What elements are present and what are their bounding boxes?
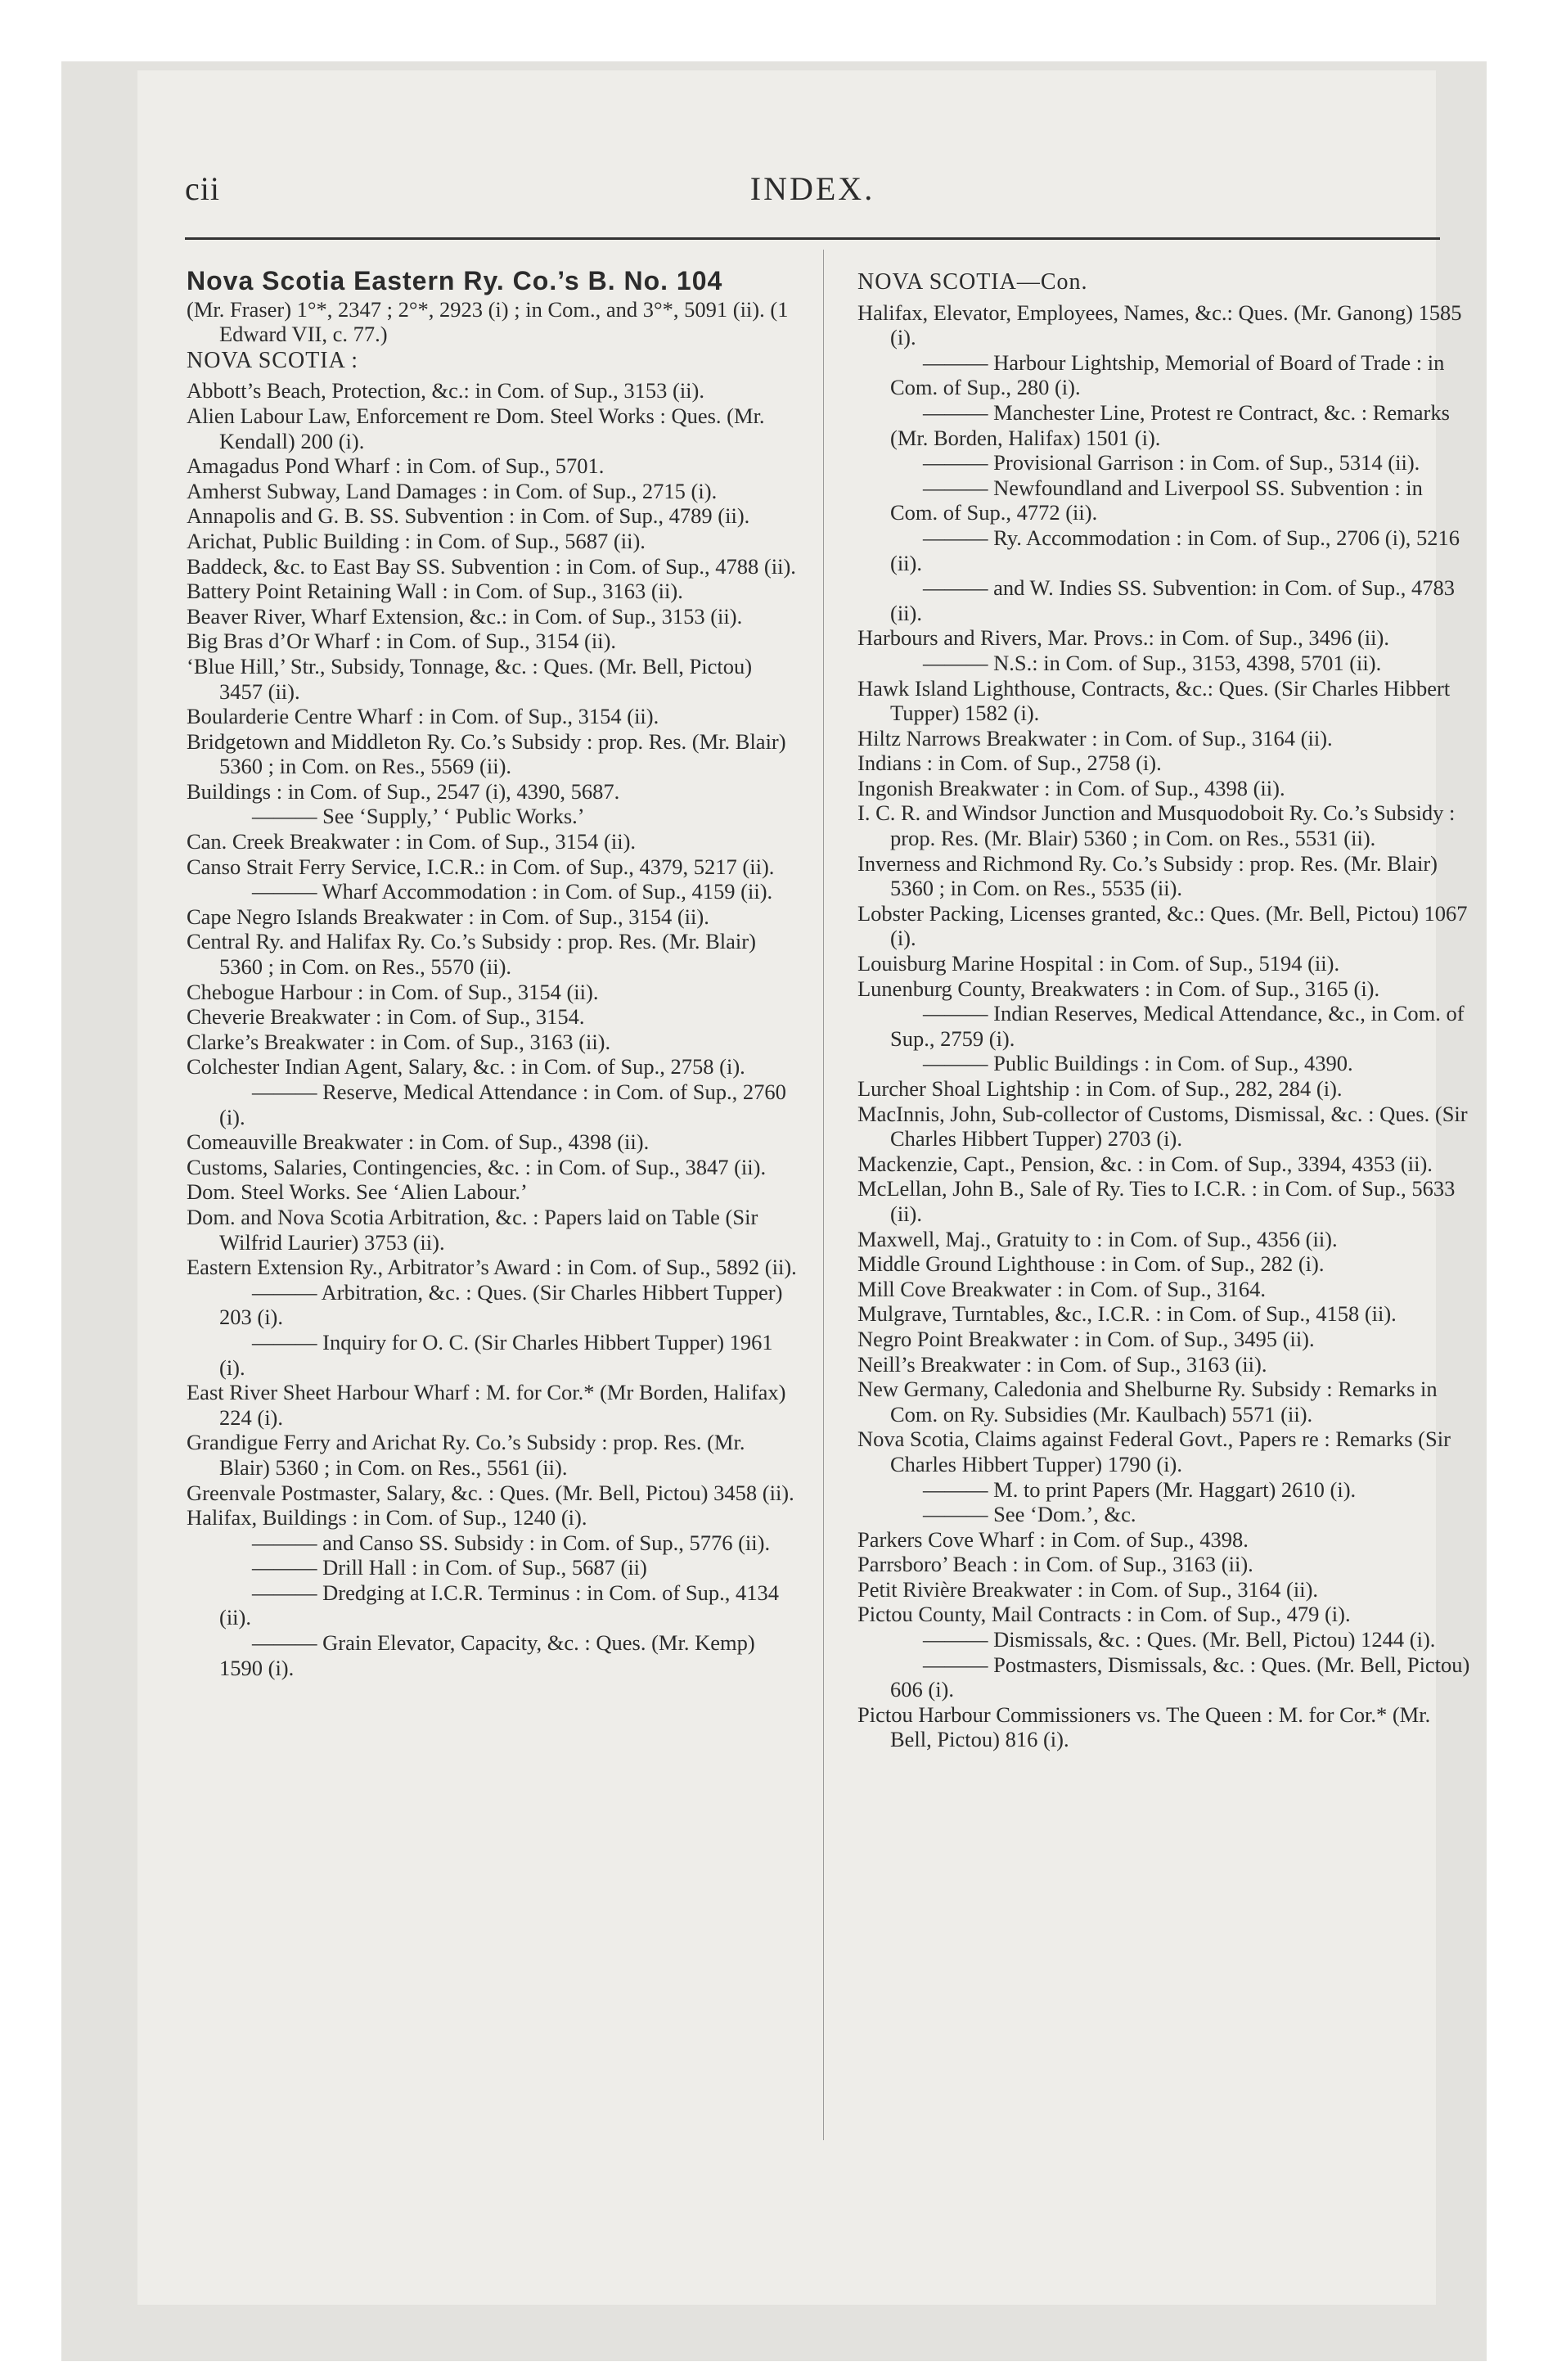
index-entry: Amherst Subway, Land Damages : in Com. of Sup., 2715 (i). (187, 478, 718, 503)
index-entry: Harbours and Rivers, Mar. Provs.: in Com. of Sup., 3496 (ii). (857, 625, 1389, 651)
index-entry: Alien Labour Law, Enforcement re Dom. Steel Works : Ques. (Mr. Kendall) 200 (i). (187, 403, 765, 453)
index-entry: Abbott’s Beach, Protection, &c.: in Com. of Sup., 3153 (ii). (187, 378, 704, 403)
index-entry: Dom. and Nova Scotia Arbitration, &c. : Papers laid on Table (Sir Wilfrid Laurier) 3753 (ii). (187, 1204, 758, 1255)
index-entry: Mill Cove Breakwater : in Com. of Sup., 3164. (857, 1276, 1267, 1301)
index-entry: Indians : in Com. of Sup., 2758 (i). (857, 751, 1162, 776)
index-entry: Middle Ground Lighthouse : in Com. of Sup., 282 (i). (857, 1251, 1325, 1277)
index-entry: Hiltz Narrows Breakwater : in Com. of Sup., 3164 (ii). (857, 725, 1333, 751)
index-entry: ——— Harbour Lightship, Memorial of Board of Trade : in Com. of Sup., 280 (i). (890, 349, 1445, 400)
index-entry: ——— See ‘Supply,’ ‘ Public Works.’ (252, 804, 585, 829)
column-divider (823, 250, 824, 2140)
index-entry: MacInnis, John, Sub-collector of Customs, Dismissal, &c. : Ques. (Sir Charles Hibbert Tupper) 2703 (i). (857, 1101, 1468, 1152)
index-entry: Petit Rivière Breakwater : in Com. of Sup., 3164 (ii). (857, 1576, 1319, 1602)
index-entry: Customs, Salaries, Contingencies, &c. : in Com. of Sup., 3847 (ii). (187, 1154, 767, 1179)
index-entry: ——— Drill Hall : in Com. of Sup., 5687 (ii) (252, 1555, 647, 1580)
index-entry: ——— Reserve, Medical Attendance : in Com. of Sup., 2760 (i). (219, 1080, 786, 1129)
index-entry: Lunenburg County, Breakwaters : in Com. of Sup., 3165 (i). (857, 976, 1380, 1001)
index-entry: Nova Scotia, Claims against Federal Govt., Papers re : Remarks (Sir Charles Hibbert Tupper) 1790 (i). (857, 1427, 1451, 1476)
index-entry: Mulgrave, Turntables, &c., I.C.R. : in Com. of Sup., 4158 (ii). (857, 1301, 1397, 1327)
index-entry: Battery Point Retaining Wall : in Com. of Sup., 3163 (ii). (187, 579, 683, 604)
index-entry: Can. Creek Breakwater : in Com. of Sup., 3154 (ii). (187, 829, 637, 854)
index-entry: (Mr. Fraser) 1°*, 2347 ; 2°*, 2923 (i) ; in Com., and 3°*, 5091 (ii). (1 Edward VII, c. 77.) (187, 296, 789, 347)
index-entry: Buildings : in Com. of Sup., 2547 (i), 4390, 5687. (187, 778, 620, 804)
index-entry: Inverness and Richmond Ry. Co.’s Subsidy : prop. Res. (Mr. Blair) 5360 ; in Com. on Res., 5535 (ii). (857, 850, 1438, 901)
index-entry: Parkers Cove Wharf : in Com. of Sup., 4398. (857, 1526, 1249, 1552)
index-entry: Comeauville Breakwater : in Com. of Sup., 4398 (ii). (187, 1129, 650, 1155)
page-title: INDEX. (749, 170, 875, 207)
index-entry: New Germany, Caledonia and Shelburne Ry. Subsidy : Remarks in Com. on Ry. Subsidies (Mr. Kaulbach) 5571 (ii). (857, 1377, 1438, 1427)
index-entry: Halifax, Elevator, Employees, Names, &c.: Ques. (Mr. Ganong) 1585 (i). (857, 300, 1462, 350)
index-heading: Nova Scotia Eastern Ry. Co.’s B. No. 104 (187, 266, 723, 295)
index-entry: Louisburg Marine Hospital : in Com. of Sup., 5194 (ii). (857, 951, 1340, 976)
index-entry: Pictou County, Mail Contracts : in Com. of Sup., 479 (i). (857, 1602, 1351, 1627)
index-entry: ——— Provisional Garrison : in Com. of Sup., 5314 (ii). (923, 450, 1420, 476)
index-entry: Neill’s Breakwater : in Com. of Sup., 3163 (ii). (857, 1351, 1267, 1377)
index-entry: Chebogue Harbour : in Com. of Sup., 3154 (ii). (187, 979, 599, 1004)
index-entry: ‘Blue Hill,’ Str., Subsidy, Tonnage, &c. : Ques. (Mr. Bell, Pictou) 3457 (ii). (187, 653, 753, 704)
header-rule (185, 237, 1440, 240)
index-entry: Greenvale Postmaster, Salary, &c. : Ques. (Mr. Bell, Pictou) 3458 (ii). (187, 1480, 794, 1505)
index-entry: ——— M. to print Papers (Mr. Haggart) 2610 (i). (923, 1476, 1357, 1502)
index-entry: Annapolis and G. B. SS. Subvention : in Com. of Sup., 4789 (ii). (187, 503, 750, 529)
index-entry: ——— Manchester Line, Protest re Contract, &c. : Remarks (Mr. Borden, Halifax) 1501 (i). (890, 399, 1450, 450)
index-entry: Canso Strait Ferry Service, I.C.R.: in Com. of Sup., 4379, 5217 (ii). (187, 854, 775, 879)
index-entry: Clarke’s Breakwater : in Com. of Sup., 3163 (ii). (187, 1029, 611, 1054)
index-entry: Mackenzie, Capt., Pension, &c. : in Com. of Sup., 3394, 4353 (ii). (857, 1151, 1433, 1176)
index-entry: Bridgetown and Middleton Ry. Co.’s Subsidy : prop. Res. (Mr. Blair) 5360 ; in Com. on Res., 5569 (ii). (187, 728, 786, 779)
page-header (185, 169, 1440, 219)
index-entry: Eastern Extension Ry., Arbitrator’s Award : in Com. of Sup., 5892 (ii). (187, 1255, 797, 1280)
index-entry: Baddeck, &c. to East Bay SS. Subvention : in Com. of Sup., 4788 (ii). (187, 553, 796, 579)
index-entry: Boularderie Centre Wharf : in Com. of Sup., 3154 (ii). (187, 704, 659, 729)
index-entry: Pictou Harbour Commissioners vs. The Queen : M. for Cor.* (Mr. Bell, Pictou) 816 (i). (857, 1702, 1431, 1752)
index-entry: ——— N.S.: in Com. of Sup., 3153, 4398, 5701 (ii). (923, 650, 1382, 675)
index-entry: ——— Newfoundland and Liverpool SS. Subvention : in Com. of Sup., 4772 (ii). (890, 475, 1423, 525)
index-entry: ——— and Canso SS. Subsidy : in Com. of Sup., 5776 (ii). (252, 1530, 771, 1555)
page-number: cii (185, 170, 220, 207)
index-entry: Colchester Indian Agent, Salary, &c. : in Com. of Sup., 2758 (i). (187, 1054, 745, 1080)
index-entry: Grandigue Ferry and Arichat Ry. Co.’s Subsidy : prop. Res. (Mr. Blair) 5360 ; in Com. on Res., 5561 (ii). (187, 1430, 745, 1480)
index-entry: East River Sheet Harbour Wharf : M. for Cor.* (Mr Borden, Halifax) 224 (i). (187, 1380, 786, 1430)
index-entry: Big Bras d’Or Wharf : in Com. of Sup., 3154 (ii). (187, 629, 617, 654)
index-entry: Negro Point Breakwater : in Com. of Sup., 3495 (ii). (857, 1326, 1315, 1351)
index-entry: Beaver River, Wharf Extension, &c.: in Com. of Sup., 3153 (ii). (187, 603, 743, 629)
index-entry: Cheverie Breakwater : in Com. of Sup., 3154. (187, 1004, 585, 1030)
index-entry: McLellan, John B., Sale of Ry. Ties to I.C.R. : in Com. of Sup., 5633 (ii). (857, 1176, 1456, 1226)
index-entry: Central Ry. and Halifax Ry. Co.’s Subsidy : prop. Res. (Mr. Blair) 5360 ; in Com. on Res., 5570 (ii). (187, 929, 756, 980)
index-entry: Ingonish Breakwater : in Com. of Sup., 4398 (ii). (857, 775, 1285, 800)
index-entry: ——— Public Buildings : in Com. of Sup., 4390. (923, 1051, 1353, 1076)
index-entry: Amagadus Pond Wharf : in Com. of Sup., 5701. (187, 453, 605, 479)
index-entry: ——— Dredging at I.C.R. Terminus : in Com. of Sup., 4134 (ii). (219, 1580, 779, 1630)
index-entry: ——— Ry. Accommodation : in Com. of Sup., 2706 (i), 5216 (ii). (890, 525, 1460, 575)
index-entry: ——— Inquiry for O. C. (Sir Charles Hibbert Tupper) 1961 (i). (219, 1329, 773, 1380)
index-entry: ——— See ‘Dom.’, &c. (923, 1502, 1136, 1527)
index-entry: ——— Dismissals, &c. : Ques. (Mr. Bell, Pictou) 1244 (i). (923, 1627, 1436, 1652)
left-column (187, 268, 800, 1680)
index-heading: NOVA SCOTIA : (187, 347, 359, 373)
index-entry: ——— Postmasters, Dismissals, &c. : Ques. (Mr. Bell, Pictou) 606 (i). (890, 1652, 1470, 1702)
index-entry: Dom. Steel Works. See ‘Alien Labour.’ (187, 1179, 528, 1205)
index-entry: ——— Wharf Accommodation : in Com. of Sup., 4159 (ii). (252, 879, 773, 904)
index-entry: Arichat, Public Building : in Com. of Sup., 5687 (ii). (187, 528, 646, 553)
index-entry: I. C. R. and Windsor Junction and Musquodoboit Ry. Co.’s Subsidy : prop. Res. (Mr. Blair) 5360 ; in Com. on Res., 5531 (ii). (857, 800, 1456, 851)
index-heading: NOVA SCOTIA—Con. (857, 269, 1088, 295)
index-entry: Cape Negro Islands Breakwater : in Com. of Sup., 3154 (ii). (187, 904, 709, 929)
index-entry: Parrsboro’ Beach : in Com. of Sup., 3163 (ii). (857, 1552, 1253, 1577)
index-entry: ——— and W. Indies SS. Subvention: in Com. of Sup., 4783 (ii). (890, 575, 1456, 625)
index-entry: Lobster Packing, Licenses granted, &c.: Ques. (Mr. Bell, Pictou) 1067 (i). (857, 900, 1468, 951)
index-entry: Halifax, Buildings : in Com. of Sup., 1240 (i). (187, 1505, 587, 1530)
index-entry: Maxwell, Maj., Gratuity to : in Com. of Sup., 4356 (ii). (857, 1226, 1338, 1251)
index-entry: ——— Arbitration, &c. : Ques. (Sir Charles Hibbert Tupper) 203 (i). (219, 1279, 783, 1330)
index-entry: ——— Grain Elevator, Capacity, &c. : Ques. (Mr. Kemp) 1590 (i). (219, 1630, 755, 1680)
index-entry: ——— Indian Reserves, Medical Attendance, &c., in Com. of Sup., 2759 (i). (890, 1001, 1465, 1051)
index-entry: Lurcher Shoal Lightship : in Com. of Sup., 282, 284 (i). (857, 1076, 1343, 1101)
right-column (857, 268, 1471, 1752)
index-entry: Hawk Island Lighthouse, Contracts, &c.: Ques. (Sir Charles Hibbert Tupper) 1582 (i). (857, 675, 1451, 726)
